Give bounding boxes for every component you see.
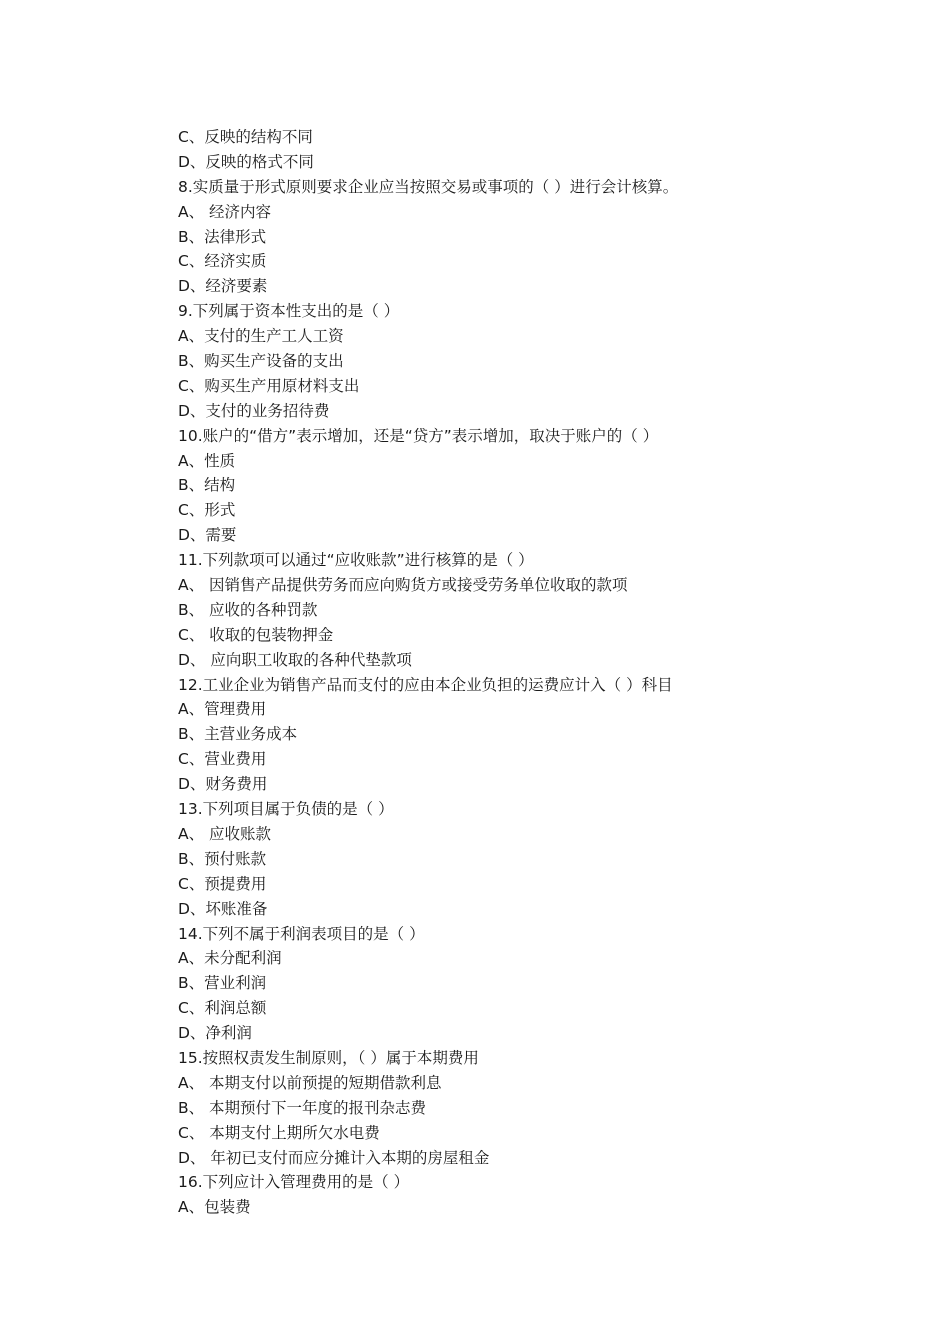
option-line: D、经济要素 [178, 277, 268, 296]
option-line: A、包装费 [178, 1198, 251, 1217]
option-line: A、管理费用 [178, 700, 267, 719]
option-line: B、购买生产设备的支出 [178, 352, 344, 371]
option-line: D、反映的格式不同 [178, 152, 314, 171]
option-line: B、主营业务成本 [178, 725, 298, 744]
option-line: C、利润总额 [178, 999, 267, 1018]
option-line: C、反映的结构不同 [178, 128, 313, 146]
question-line: 11.下列款项可以通过“应收账款”进行核算的是（ ） [178, 551, 534, 570]
question-line: 10.账户的“借方”表示增加，还是“贷方”表示增加，取决于账户的（ ） [178, 426, 659, 445]
option-line: C、 收取的包装物押金 [178, 625, 334, 644]
document-page [178, 125, 918, 1220]
option-line: C、形式 [178, 501, 236, 520]
option-line: B、结构 [178, 476, 236, 495]
question-line: 12.工业企业为销售产品而支付的应由本企业负担的运费应计入（ ）科目 [178, 675, 673, 694]
question-line: 14.下列不属于利润表项目的是（ ） [178, 924, 425, 943]
option-line: A、支付的生产工人工资 [178, 327, 344, 346]
option-line: B、法律形式 [178, 227, 267, 246]
option-line: D、净利润 [178, 1024, 252, 1043]
question-line: 13.下列项目属于负债的是（ ） [178, 800, 394, 819]
option-line: D、 应向职工收取的各种代垫款项 [178, 650, 412, 669]
option-line: C、购买生产用原材料支出 [178, 376, 360, 395]
option-line: A、 经济内容 [178, 202, 272, 221]
question-line: 15.按照权责发生制原则，（ ）属于本期费用 [178, 1048, 479, 1067]
option-line: A、 应收账款 [178, 824, 272, 843]
option-line: A、未分配利润 [178, 949, 282, 968]
option-line: A、 因销售产品提供劳务而应向购货方或接受劳务单位收取的款项 [178, 576, 628, 595]
option-line: A、 本期支付以前预提的短期借款利息 [178, 1073, 442, 1092]
option-line: C、营业费用 [178, 750, 267, 769]
option-line: D、财务费用 [178, 775, 268, 794]
option-line: C、 本期支付上期所欠水电费 [178, 1123, 380, 1142]
option-line: B、 本期预付下一年度的报刊杂志费 [178, 1098, 427, 1117]
option-line: B、 应收的各种罚款 [178, 600, 318, 619]
question-line: 16.下列应计入管理费用的是（ ） [178, 1173, 410, 1192]
option-line: A、性质 [178, 451, 236, 470]
option-line: D、 年初已支付而应分摊计入本期的房屋租金 [178, 1148, 490, 1167]
option-line: D、支付的业务招待费 [178, 401, 330, 420]
option-line: C、预提费用 [178, 874, 267, 893]
option-line: D、坏账准备 [178, 899, 268, 918]
option-line: B、预付账款 [178, 849, 267, 868]
option-line: B、营业利润 [178, 974, 267, 993]
option-line: D、需要 [178, 526, 237, 545]
question-line: 9.下列属于资本性支出的是（ ） [178, 302, 400, 321]
option-line: C、经济实质 [178, 252, 267, 271]
question-line: 8.实质量于形式原则要求企业应当按照交易或事项的（ ）进行会计核算。 [178, 177, 679, 196]
